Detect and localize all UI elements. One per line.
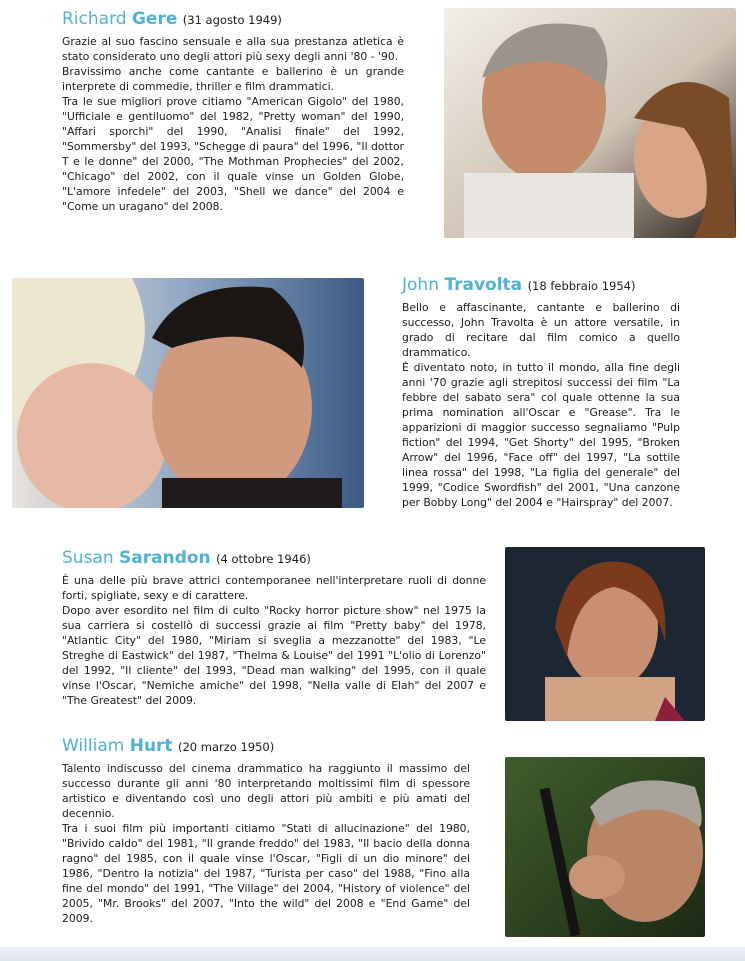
actor-photo-hurt (505, 757, 705, 937)
actor-first-name: Susan (62, 548, 114, 568)
actor-heading (62, 548, 486, 569)
bio-paragraph: È diventato noto, in tutto il mondo, alla fine degli anni '70 grazie agli strepitosi successi dei film "La febbre del sabato sera" col quale ottenne la sua prima nomination all'Oscar e "Grease". Tra le apparizioni di maggior successo segnaliamo "Pulp fiction" del 1994, "Get Shorty" del 1995, "Broken Arrow" del 1996, "Face off" del 1997, "La sottile linea rossa" del 1998, "La figlia del generale" del 1999, "Codice Swordfish" del 2001, "Una canzone per Bobby Long" del 2004 e "Hairspray" del 2007. (402, 361, 680, 509)
actor-surname: Sarandon (119, 548, 211, 568)
actor-section-travolta (402, 275, 680, 510)
actor-photo-gere (444, 8, 736, 238)
actor-bio (62, 573, 486, 708)
bio-paragraph: È una delle più brave attrici contemporanee nell'interpretare ruoli di donne forti, spigliate, sexy e di carattere. (62, 574, 486, 602)
photo-illustration (505, 757, 705, 937)
actor-section-sarandon (62, 548, 486, 708)
actor-first-name: Richard (62, 9, 127, 29)
actor-first-name: William (62, 736, 125, 756)
actor-photo-sarandon (505, 547, 705, 721)
bio-paragraph: Bravissimo anche come cantante e ballerino è un grande interprete di commedie, thriller e film drammatici. (62, 65, 404, 93)
actor-section-hurt (62, 736, 470, 926)
actor-bio (402, 300, 680, 510)
actor-bio (62, 761, 470, 926)
bio-paragraph: Tra le sue migliori prove citiamo "American Gigolo" del 1980, "Ufficiale e gentiluomo" del 1982, "Pretty woman" del 1990, "Affari sporchi" del 1990, "Analisi finale" del 1992, "Sommersby" del 1993, "Schegge di paura" del 1996, "Il dottor T e le donne" del 2000, "The Mothman Prophecies" del 2002, "Chicago" del 2002, con il quale vinse un Golden Globe, "L'amore infedele" del 2003, "Shell we dance" del 2004 e "Come un uragano" del 2008. (62, 95, 404, 213)
actor-surname: Gere (131, 9, 178, 29)
actor-section-gere (62, 9, 404, 214)
actor-surname: Hurt (129, 736, 173, 756)
actor-heading (62, 9, 404, 30)
photo-illustration (505, 547, 705, 721)
bio-paragraph: Dopo aver esordito nel film di culto "Rocky horror picture show" nel 1975 la sua carriera si costellò di successi grazie ai film "Pretty baby" del 1978, "Atlantic City" del 1980, "Miriam si sveglia a mezzanotte" del 1983, "Le Streghe di Eastwick" del 1987, "Thelma & Louise" del 1991 "L'olio di Lorenzo" del 1992, "Il cliente" del 1993, "Dead man walking" del 1995, con il quale vinse l'Oscar, "Nemiche amiche" del 1998, "Nella valle di Elah" del 2007 e "The Greatest" del 2009. (62, 604, 486, 707)
actor-birth-date: (18 febbraio 1954) (527, 279, 636, 293)
actor-first-name: John (402, 275, 439, 295)
bio-paragraph: Grazie al suo fascino sensuale e alla sua prestanza atletica è stato considerato uno degli attori più sexy degli anni '80 - '90. (62, 35, 404, 63)
actor-photo-travolta (12, 278, 364, 508)
page-bottom-band (0, 947, 745, 961)
actor-bio (62, 34, 404, 214)
bio-paragraph: Bello e affascinante, cantante e ballerino di successo, John Travolta è un attore versatile, in grado di recitare dal film comico a quello drammatico. (402, 301, 680, 359)
bio-paragraph: Talento indiscusso del cinema drammatico ha raggiunto il massimo del successo durante gli anni '80 interpretando moltissimi film di spessore artistico e diventando così uno degli attori più ambiti e più amati del decennio. (62, 762, 470, 820)
actor-surname: Travolta (444, 275, 523, 295)
photo-illustration (12, 278, 364, 508)
actor-birth-date: (4 ottobre 1946) (216, 552, 311, 566)
photo-illustration (444, 8, 736, 238)
actor-birth-date: (20 marzo 1950) (177, 740, 275, 754)
actor-heading (62, 736, 470, 757)
actor-heading (402, 275, 680, 296)
bio-paragraph: Tra i suoi film più importanti citiamo "Stati di allucinazione" del 1980, "Brivido caldo" del 1981, "Il grande freddo" del 1983, "Il bacio della donna ragno" del 1985, con il quale vinse l'Oscar, "Figli di un dio minore" del 1986, "Dentro la notizia" del 1987, "Turista per caso" del 1988, "Fino alla fine del mondo" del 1991, "The Village" del 2004, "History of violence" del 2005, "Mr. Brooks" del 2007, "Into the wild" del 2008 e "End Game" del 2009. (62, 822, 470, 925)
actor-birth-date: (31 agosto 1949) (182, 13, 282, 27)
